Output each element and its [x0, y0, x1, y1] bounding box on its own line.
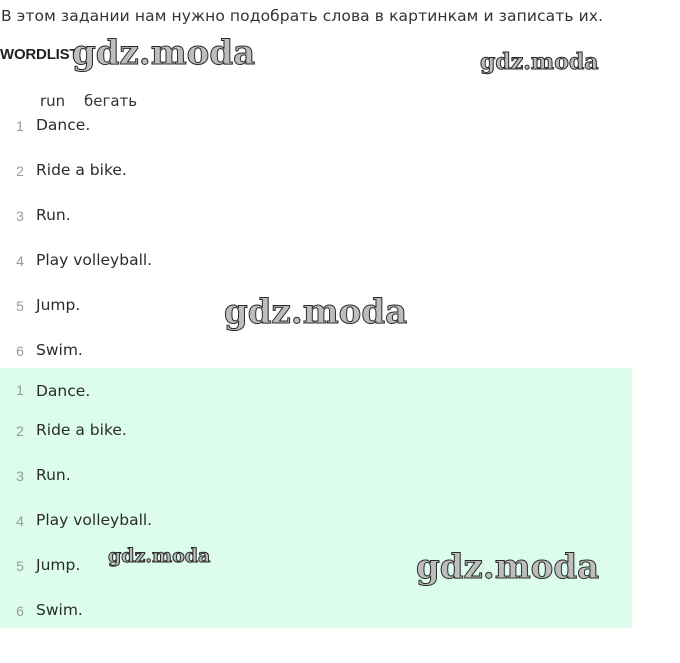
watermark: gdz.moda: [72, 33, 256, 73]
item-text: Ride a bike.: [36, 161, 127, 179]
item-number: 1: [16, 382, 24, 398]
wordlist-label: WORDLIST: [0, 46, 79, 63]
item-number: 1: [16, 118, 24, 134]
wordlist-word: run: [40, 92, 66, 110]
watermark: gdz.moda: [224, 292, 408, 332]
item-text: Ride a bike.: [36, 421, 127, 439]
item-text: Play volleyball.: [36, 251, 153, 269]
watermark: gdz.moda: [480, 49, 599, 75]
wordlist-translation: бегать: [83, 92, 138, 110]
list-item: [0, 503, 632, 548]
item-number: 5: [16, 558, 24, 574]
list-item: [0, 204, 632, 249]
list-item: [0, 159, 632, 204]
watermark: gdz.moda: [416, 547, 600, 587]
wordlist-entry-partial: [40, 92, 151, 110]
list-item: [0, 249, 632, 294]
item-text: Run.: [36, 206, 71, 224]
list-item: [0, 413, 632, 458]
item-number: 6: [16, 603, 24, 619]
item-number: 4: [16, 253, 24, 269]
list-item: [0, 458, 632, 503]
item-number: 3: [16, 208, 24, 224]
exercise-list: [0, 114, 632, 384]
list-item: [0, 368, 632, 413]
list-item: [0, 114, 632, 159]
item-text: Run.: [36, 466, 71, 484]
watermark: gdz.moda: [108, 545, 211, 567]
item-text: Play volleyball.: [36, 511, 153, 529]
item-number: 3: [16, 468, 24, 484]
item-number: 2: [16, 423, 24, 439]
item-number: 2: [16, 163, 24, 179]
list-item: [0, 593, 632, 638]
item-text: Jump.: [36, 296, 81, 314]
item-number: 6: [16, 343, 24, 359]
item-text: Swim.: [36, 341, 83, 359]
item-text: Dance.: [36, 116, 91, 134]
intro-text: В этом задании нам нужно подобрать слова в картинкам и записать их.: [1, 7, 604, 25]
answer-list: [0, 368, 632, 628]
item-number: 5: [16, 298, 24, 314]
item-number: 4: [16, 513, 24, 529]
item-text: Jump.: [36, 556, 81, 574]
item-text: Dance.: [36, 382, 91, 400]
item-text: Swim.: [36, 601, 83, 619]
